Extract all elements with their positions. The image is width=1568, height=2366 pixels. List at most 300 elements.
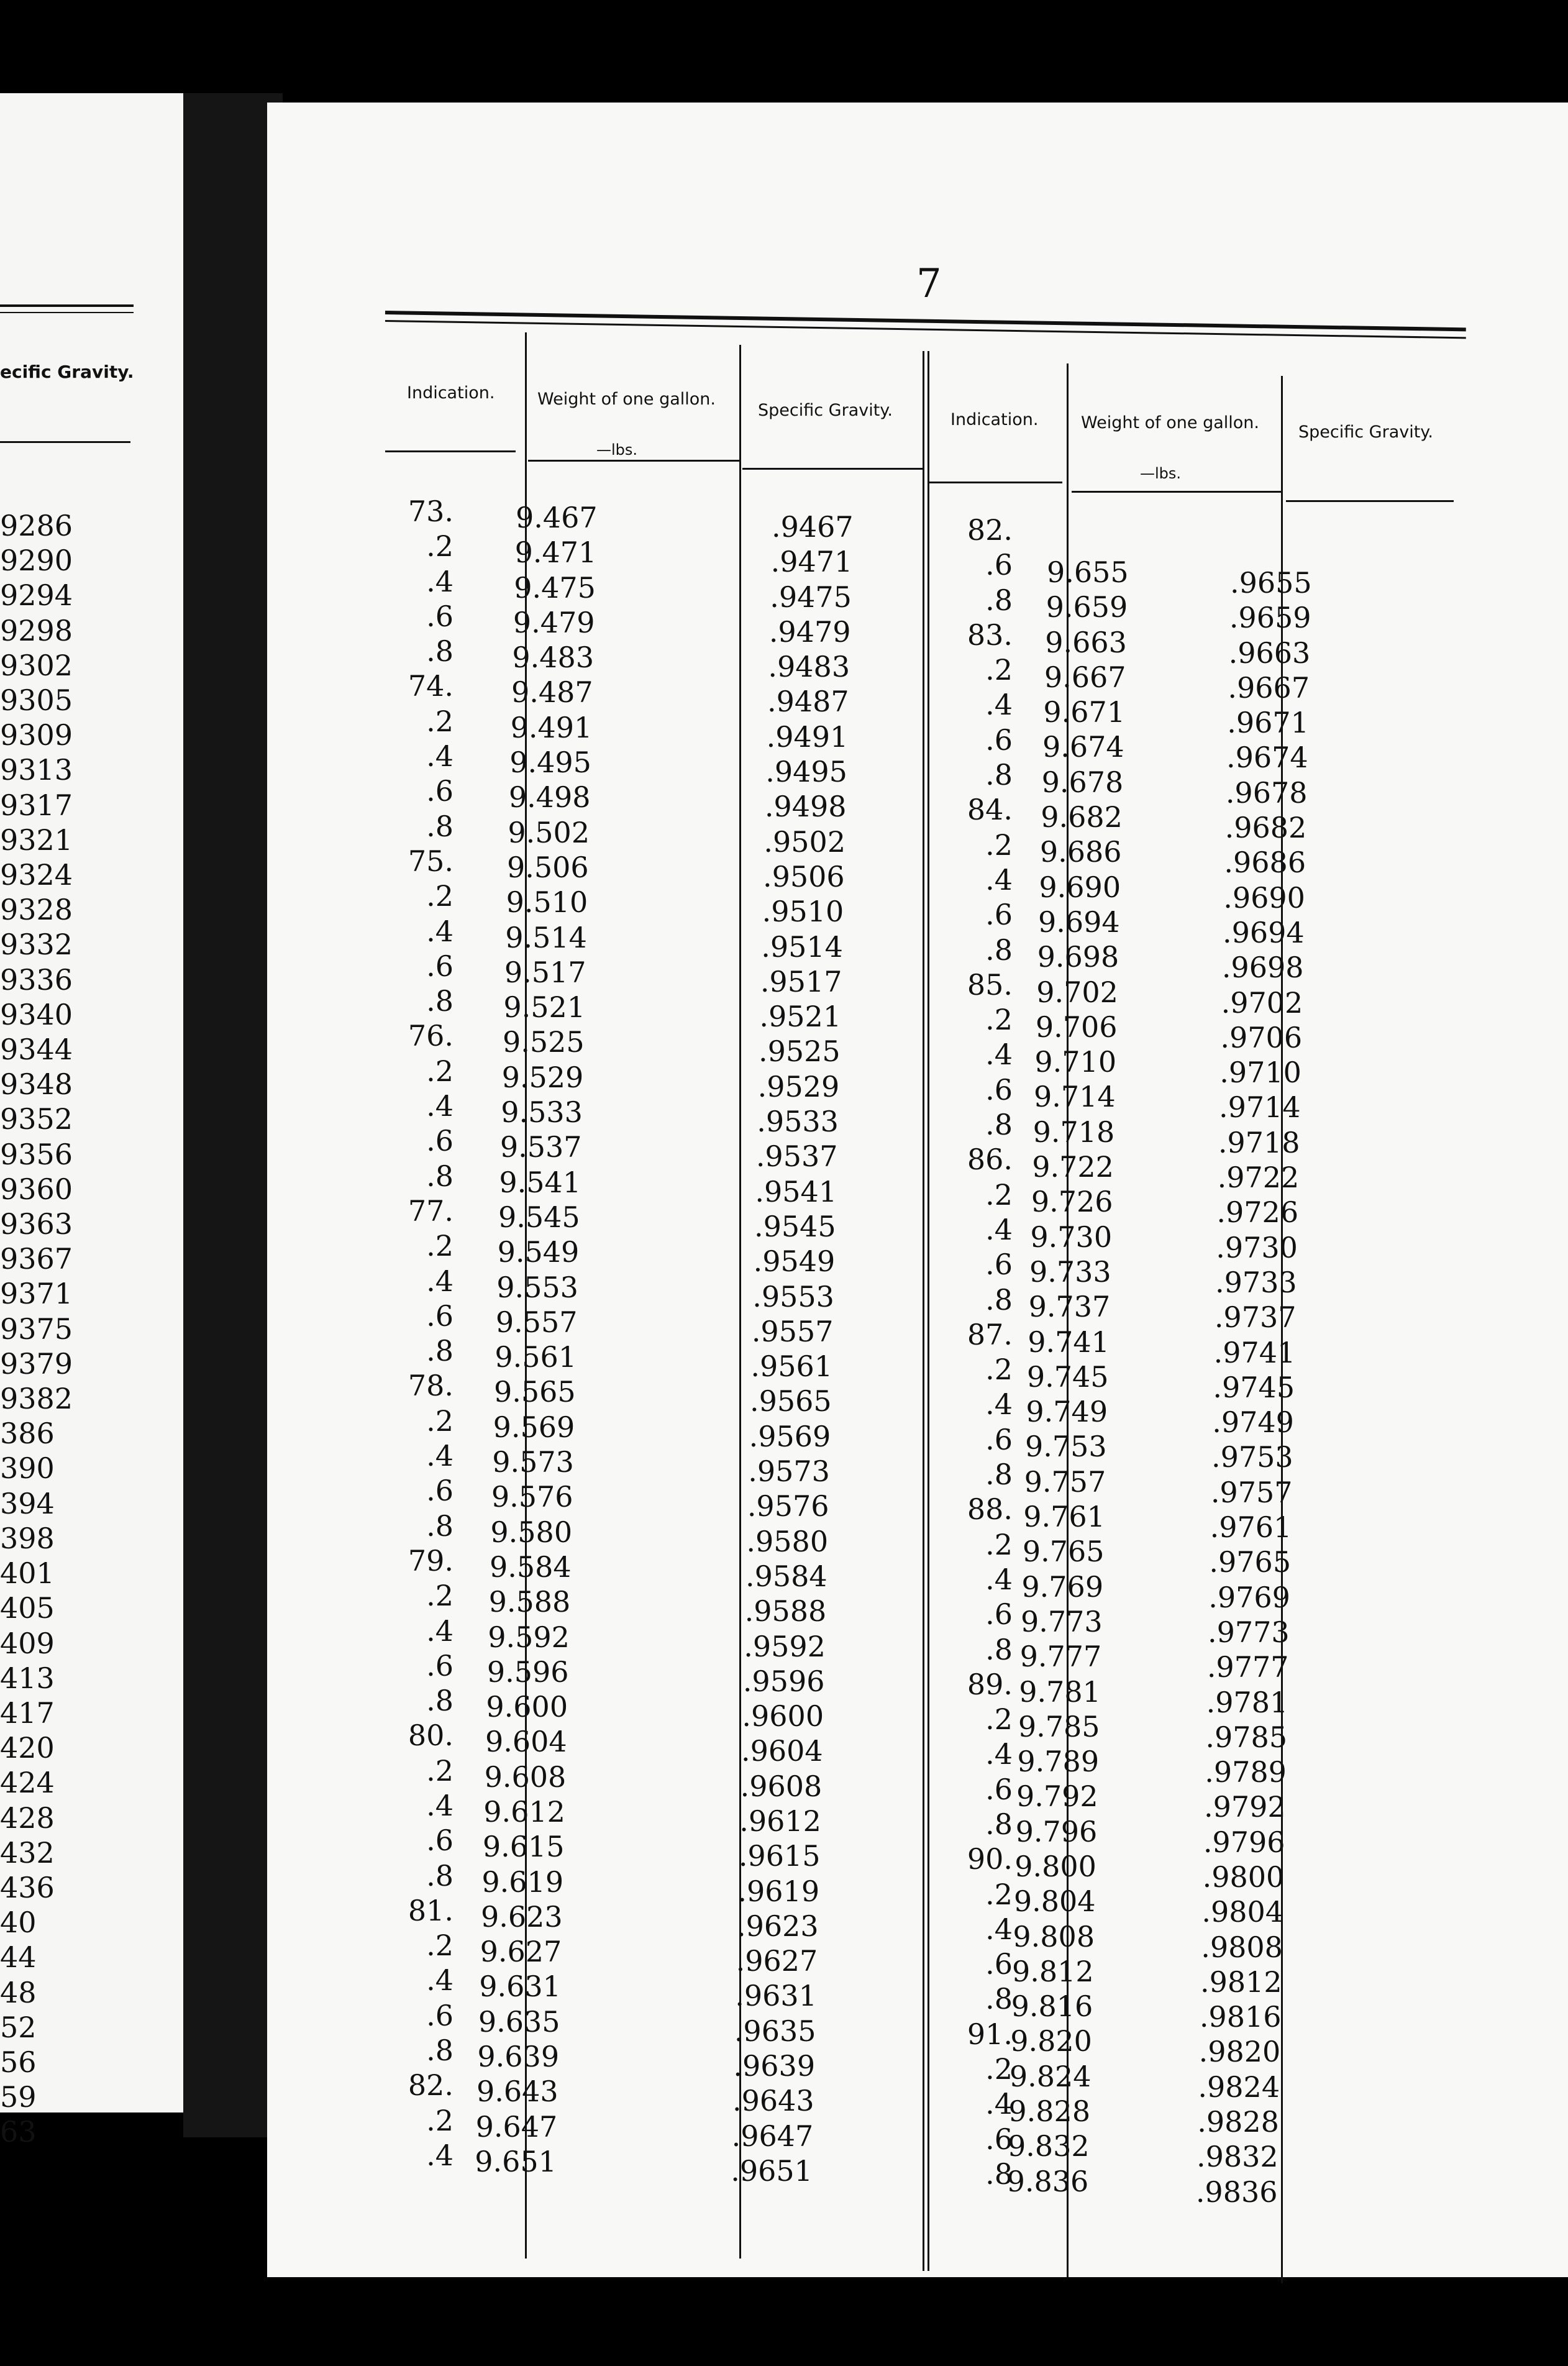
sg-value: .9529 xyxy=(757,1069,840,1103)
sg-value: .9820 xyxy=(1198,2035,1281,2069)
sg-value: 59 xyxy=(0,2080,37,2114)
sg-value: .9517 xyxy=(760,964,842,998)
sg-value: 9363 xyxy=(0,1207,73,1241)
indication-value: 81. xyxy=(408,1893,454,1927)
sg-value: .9678 xyxy=(1225,775,1308,810)
sg-value: .9733 xyxy=(1215,1265,1297,1299)
sg-value: 9328 xyxy=(0,893,73,927)
weight-value: 9.596 xyxy=(486,1655,569,1689)
indication-value: 87. xyxy=(967,1317,1013,1351)
left-sg-column xyxy=(0,508,73,2150)
right-page xyxy=(267,103,1568,2277)
sg-value: .9471 xyxy=(770,545,853,579)
weight-value: 9.785 xyxy=(1018,1709,1100,1743)
indication-value: .6 xyxy=(985,2122,1013,2156)
sg-value: .9667 xyxy=(1228,670,1310,705)
weight-value: 9.588 xyxy=(488,1585,571,1619)
indication-value: 78. xyxy=(408,1369,454,1403)
weight-value: 9.600 xyxy=(486,1690,568,1724)
sg-value: .9804 xyxy=(1201,1895,1284,1929)
sg-value: .9682 xyxy=(1224,811,1307,845)
weight-value: 9.619 xyxy=(481,1865,564,1899)
header-indication-1: Indication. xyxy=(407,383,495,403)
sg-value: .9777 xyxy=(1206,1650,1289,1684)
sg-value: 9294 xyxy=(0,578,73,613)
header-rule xyxy=(929,482,1062,483)
indication-value: .4 xyxy=(426,1788,454,1822)
sg-value: .9525 xyxy=(759,1035,841,1069)
indication-value: .8 xyxy=(985,1982,1013,2016)
sg-value: .9651 xyxy=(731,2154,813,2188)
sg-value: .9475 xyxy=(770,580,852,614)
header-rule xyxy=(1072,491,1283,493)
indication-value: .8 xyxy=(426,634,454,669)
weight-value: 9.615 xyxy=(482,1830,565,1864)
weight-value: 9.495 xyxy=(509,746,591,780)
indication-value: .2 xyxy=(426,529,454,564)
indication-value: .6 xyxy=(985,1248,1013,1282)
weight-value: 9.565 xyxy=(494,1375,576,1409)
indication-value: .2 xyxy=(985,1877,1013,1911)
indication-value: .8 xyxy=(985,2157,1013,2191)
sg-value: .9702 xyxy=(1221,985,1303,1020)
weight-value: 9.573 xyxy=(492,1445,574,1479)
indication-value: .6 xyxy=(426,1124,454,1158)
indication-value: .8 xyxy=(426,2034,454,2068)
indication-value: 75. xyxy=(408,844,454,878)
weight-value: 9.781 xyxy=(1019,1674,1101,1709)
indication-value: .6 xyxy=(985,1422,1013,1456)
sg-value: .9533 xyxy=(757,1105,839,1139)
sg-value: .9498 xyxy=(764,790,847,824)
sg-value: 386 xyxy=(0,1417,55,1451)
sg-value: 436 xyxy=(0,1870,55,1904)
sg-value: .9659 xyxy=(1229,601,1311,635)
sg-value: 44 xyxy=(0,1940,37,1975)
sg-value: .9781 xyxy=(1206,1685,1288,1719)
weight-value: 9.686 xyxy=(1039,835,1122,869)
indication-value: 76. xyxy=(408,1019,454,1053)
weight-value: 9.483 xyxy=(512,641,595,675)
sg-value: 9336 xyxy=(0,962,73,997)
indication-value: .6 xyxy=(426,1998,454,2032)
sg-value: .9541 xyxy=(755,1174,837,1208)
sg-value: .9502 xyxy=(763,824,846,859)
indication-value: .4 xyxy=(426,2138,454,2172)
weight-value: 9.722 xyxy=(1032,1150,1114,1184)
sg-value: .9510 xyxy=(762,895,844,929)
indication-value: .8 xyxy=(985,1108,1013,1142)
indication-value: .4 xyxy=(985,1387,1013,1422)
weight-value: 9.836 xyxy=(1006,2164,1089,2198)
sg-value: 9356 xyxy=(0,1137,73,1171)
weight-value: 9.584 xyxy=(490,1550,572,1584)
sg-value: .9553 xyxy=(752,1279,834,1313)
indication-value: .6 xyxy=(985,1072,1013,1107)
indication-column-1 xyxy=(379,494,454,2173)
indication-value: .2 xyxy=(985,1003,1013,1037)
weight-value: 9.592 xyxy=(488,1620,570,1654)
sg-value: .9580 xyxy=(746,1524,829,1558)
sg-value: 9360 xyxy=(0,1172,73,1206)
weight-value: 9.726 xyxy=(1031,1185,1113,1219)
sg-value: .9521 xyxy=(759,1000,842,1034)
weight-value: 9.832 xyxy=(1008,2129,1090,2163)
sg-value: 9309 xyxy=(0,718,73,752)
weight-value: 9.549 xyxy=(497,1235,580,1269)
sg-value: .9737 xyxy=(1214,1300,1297,1335)
sg-value: .9663 xyxy=(1228,636,1311,670)
sg-value: 9305 xyxy=(0,683,73,718)
header-unit-1: —lbs. xyxy=(596,441,638,459)
sg-value: 9375 xyxy=(0,1312,73,1346)
sg-value: .9718 xyxy=(1218,1125,1300,1159)
indication-value: .4 xyxy=(985,1038,1013,1072)
weight-value: 9.514 xyxy=(505,920,587,954)
sg-value: 9379 xyxy=(0,1346,73,1381)
header-sg-2: Specific Gravity. xyxy=(1298,422,1434,442)
weight-value: 9.608 xyxy=(484,1760,567,1794)
sg-value: 9382 xyxy=(0,1382,73,1416)
indication-value: .8 xyxy=(426,1159,454,1193)
weight-value: 9.533 xyxy=(501,1095,583,1130)
weight-value: 9.506 xyxy=(507,850,589,884)
sg-value: .9635 xyxy=(734,2014,816,2048)
weight-value: 9.671 xyxy=(1043,695,1126,729)
indication-value: .4 xyxy=(426,564,454,598)
indication-value: .8 xyxy=(985,1632,1013,1666)
sg-value: .9615 xyxy=(738,1839,821,1873)
indication-value: .4 xyxy=(426,739,454,774)
indication-value: .2 xyxy=(426,1753,454,1788)
indication-value: .6 xyxy=(426,774,454,808)
indication-value: .8 xyxy=(426,1858,454,1893)
indication-value: .4 xyxy=(985,1212,1013,1246)
weight-value: 9.479 xyxy=(513,605,595,639)
header-weight-2: Weight of one gallon. xyxy=(1081,413,1259,432)
sg-value: 52 xyxy=(0,2010,37,2044)
sg-value: .9619 xyxy=(737,1874,820,1908)
sg-value: 9302 xyxy=(0,648,73,682)
indication-value: .2 xyxy=(426,704,454,738)
sg-value: .9647 xyxy=(731,2119,814,2153)
sg-value: .9796 xyxy=(1203,1825,1285,1859)
indication-value: 85. xyxy=(967,967,1013,1002)
sg-value: .9671 xyxy=(1227,706,1309,740)
sg-value: .9761 xyxy=(1210,1510,1292,1545)
sg-value: 9348 xyxy=(0,1067,73,1102)
weight-value: 9.510 xyxy=(506,885,588,920)
sg-value: 390 xyxy=(0,1451,55,1486)
sg-value: .9789 xyxy=(1205,1755,1287,1789)
sg-value: .9698 xyxy=(1221,951,1304,985)
sg-value: .9765 xyxy=(1209,1545,1292,1579)
weight-value: 9.537 xyxy=(499,1130,582,1164)
indication-value: .4 xyxy=(426,1439,454,1473)
sg-value: .9627 xyxy=(736,1944,818,1978)
weight-value: 9.828 xyxy=(1008,2094,1091,2129)
sg-value: 420 xyxy=(0,1731,55,1765)
sg-value: 417 xyxy=(0,1696,55,1730)
sg-value: .9730 xyxy=(1216,1230,1298,1264)
indication-value: .4 xyxy=(985,1562,1013,1596)
sg-value: 401 xyxy=(0,1556,55,1591)
sg-value: .9749 xyxy=(1212,1405,1294,1440)
indication-value: .2 xyxy=(426,1054,454,1088)
weight-value: 9.639 xyxy=(477,2040,560,2074)
weight-value: 9.706 xyxy=(1035,1010,1118,1044)
sg-value: .9674 xyxy=(1226,741,1308,775)
indication-value: .6 xyxy=(985,723,1013,757)
weight-value: 9.796 xyxy=(1015,1814,1098,1848)
indication-value: .6 xyxy=(426,1824,454,1858)
indication-value: .4 xyxy=(426,1089,454,1123)
sg-value: .9785 xyxy=(1205,1720,1288,1754)
weight-value: 9.777 xyxy=(1019,1640,1102,1674)
weight-value: 9.761 xyxy=(1023,1500,1105,1534)
sg-column-2 xyxy=(1195,565,1312,2209)
weight-value: 9.517 xyxy=(504,955,586,989)
weight-value: 9.580 xyxy=(490,1515,573,1549)
indication-value: .4 xyxy=(985,1737,1013,1771)
sg-value: 9344 xyxy=(0,1033,73,1067)
indication-value: .2 xyxy=(985,2052,1013,2086)
sg-value: .9792 xyxy=(1204,1790,1286,1824)
sg-value: 9290 xyxy=(0,544,73,578)
sg-value: .9816 xyxy=(1199,2000,1282,2034)
header-weight-1: Weight of one gallon. xyxy=(537,390,716,409)
weight-value: 9.545 xyxy=(498,1200,580,1234)
indication-value: .2 xyxy=(426,2103,454,2137)
sg-value: .9604 xyxy=(741,1734,823,1768)
sg-value: .9836 xyxy=(1195,2175,1278,2209)
weight-value: 9.467 xyxy=(516,501,598,534)
weight-value: 9.569 xyxy=(493,1410,575,1444)
sg-value: .9573 xyxy=(748,1455,830,1489)
indication-value: .2 xyxy=(426,1229,454,1263)
header-rule xyxy=(742,468,923,470)
weight-value: 9.576 xyxy=(491,1480,573,1514)
sg-value: 63 xyxy=(0,2115,37,2149)
sg-value: .9690 xyxy=(1223,880,1305,915)
weight-value: 9.694 xyxy=(1038,905,1120,939)
sg-value: .9557 xyxy=(751,1314,834,1348)
sg-value: .9576 xyxy=(747,1489,829,1523)
indication-value: 74. xyxy=(408,669,454,703)
indication-value: .8 xyxy=(985,1807,1013,1841)
sg-value: 9321 xyxy=(0,823,73,857)
sg-value: .9565 xyxy=(750,1384,832,1418)
weight-value: 9.816 xyxy=(1011,1989,1093,2024)
header-unit-2: —lbs. xyxy=(1140,465,1182,482)
weight-value: 9.824 xyxy=(1009,2059,1092,2093)
weight-value: 9.804 xyxy=(1013,1884,1096,1919)
indication-value: .2 xyxy=(985,1527,1013,1561)
weight-value: 9.769 xyxy=(1021,1569,1104,1604)
sg-value: .9596 xyxy=(742,1664,825,1698)
weight-value: 9.749 xyxy=(1026,1395,1108,1429)
sg-value: 409 xyxy=(0,1626,55,1660)
sg-value: .9608 xyxy=(740,1769,823,1803)
weight-value: 9.471 xyxy=(514,536,597,570)
top-rule-thin xyxy=(0,312,134,313)
indication-value: 86. xyxy=(967,1143,1013,1177)
weight-value: 9.714 xyxy=(1034,1080,1116,1114)
indication-value: .4 xyxy=(426,1614,454,1648)
indication-value: .8 xyxy=(426,1334,454,1368)
sg-value: .9808 xyxy=(1201,1930,1283,1964)
weight-value: 9.647 xyxy=(475,2109,558,2144)
sg-value: .9561 xyxy=(750,1350,833,1384)
sg-value: .9773 xyxy=(1208,1615,1290,1649)
weight-value: 9.730 xyxy=(1030,1220,1113,1254)
weight-value: 9.529 xyxy=(501,1060,584,1094)
weight-value: 9.498 xyxy=(508,780,591,815)
weight-value: 9.718 xyxy=(1032,1115,1115,1149)
indication-value: 90. xyxy=(967,1842,1013,1876)
weight-value: 9.557 xyxy=(495,1305,578,1339)
weight-value: 9.710 xyxy=(1034,1045,1117,1079)
weight-value: 9.623 xyxy=(481,1899,563,1934)
indication-value: 83. xyxy=(967,618,1013,652)
header-indication-2: Indication. xyxy=(950,410,1039,429)
sg-value: 9340 xyxy=(0,997,73,1031)
sg-value: 432 xyxy=(0,1835,55,1870)
sg-value: .9592 xyxy=(744,1629,826,1663)
indication-value: .2 xyxy=(985,828,1013,862)
weight-column-2 xyxy=(1006,555,1129,2199)
sg-value: 9367 xyxy=(0,1242,73,1276)
sg-value: .9832 xyxy=(1197,2140,1279,2174)
indication-value: .8 xyxy=(426,984,454,1018)
weight-value: 9.635 xyxy=(478,2004,560,2039)
indication-value: 91. xyxy=(967,2017,1013,2051)
sg-value: .9588 xyxy=(744,1594,827,1628)
indication-value: .6 xyxy=(426,1474,454,1508)
weight-value: 9.655 xyxy=(1047,555,1129,589)
sg-value: .9800 xyxy=(1202,1860,1285,1894)
indication-column-2 xyxy=(919,513,1013,2191)
sg-value: 56 xyxy=(0,2045,37,2079)
sg-value: 9332 xyxy=(0,928,73,962)
sg-value: 40 xyxy=(0,1906,37,1940)
indication-value: .2 xyxy=(985,1702,1013,1737)
sg-value: .9569 xyxy=(749,1419,831,1453)
indication-value: .2 xyxy=(426,1404,454,1438)
indication-value: .8 xyxy=(985,1458,1013,1492)
weight-value: 9.741 xyxy=(1028,1325,1110,1359)
weight-value: 9.491 xyxy=(510,710,593,744)
sg-value: .9639 xyxy=(733,2049,816,2083)
weight-value: 9.789 xyxy=(1017,1745,1100,1779)
sg-column-1 xyxy=(731,509,854,2188)
header-rule xyxy=(1286,500,1454,502)
weight-value: 9.663 xyxy=(1045,625,1127,659)
indication-value: .2 xyxy=(426,879,454,913)
indication-value: .4 xyxy=(985,862,1013,897)
indication-value: .4 xyxy=(426,1963,454,1998)
indication-value: 77. xyxy=(408,1194,454,1228)
indication-value: .8 xyxy=(985,1282,1013,1317)
page-number: 7 xyxy=(916,261,942,307)
sg-value: 428 xyxy=(0,1801,55,1835)
indication-value: .2 xyxy=(426,1929,454,1963)
sg-value: .9467 xyxy=(772,510,854,544)
weight-value: 9.737 xyxy=(1028,1290,1111,1324)
indication-value: .6 xyxy=(985,1947,1013,1981)
indication-value: .4 xyxy=(985,688,1013,722)
sg-value: .9643 xyxy=(732,2084,814,2118)
indication-value: 82. xyxy=(967,513,1013,547)
weight-value: 9.631 xyxy=(479,1970,561,2004)
indication-value: .8 xyxy=(985,583,1013,617)
indication-value: .6 xyxy=(426,1299,454,1333)
indication-value: .6 xyxy=(426,1648,454,1683)
sg-value: .9545 xyxy=(754,1209,836,1243)
weight-value: 9.678 xyxy=(1041,765,1124,799)
sg-value: .9491 xyxy=(766,719,849,754)
weight-value: 9.643 xyxy=(476,2075,558,2109)
weight-value: 9.773 xyxy=(1021,1604,1103,1638)
sg-value: 9324 xyxy=(0,858,73,892)
sg-value: 394 xyxy=(0,1486,55,1520)
sg-value: .9655 xyxy=(1230,566,1312,600)
weight-value: 9.612 xyxy=(483,1794,565,1829)
indication-value: .4 xyxy=(426,914,454,948)
weight-value: 9.541 xyxy=(499,1165,581,1199)
sg-value: .9584 xyxy=(745,1559,827,1593)
weight-value: 9.753 xyxy=(1025,1430,1107,1464)
weight-value: 9.502 xyxy=(508,815,590,849)
sg-value: .9722 xyxy=(1217,1161,1300,1195)
sg-value: .9745 xyxy=(1213,1370,1295,1404)
indication-value: .4 xyxy=(426,1264,454,1298)
indication-value: .8 xyxy=(426,1684,454,1718)
sg-value: .9828 xyxy=(1197,2105,1279,2139)
sg-value: .9710 xyxy=(1219,1056,1301,1090)
sg-value: .9741 xyxy=(1213,1335,1296,1369)
weight-value: 9.627 xyxy=(480,1935,562,1969)
weight-value: 9.521 xyxy=(503,990,586,1025)
weight-value: 9.525 xyxy=(503,1025,585,1059)
sg-value: 405 xyxy=(0,1591,55,1625)
sg-value: 9298 xyxy=(0,613,73,647)
sg-value: .9623 xyxy=(737,1909,819,1943)
sg-value: .9600 xyxy=(742,1699,824,1733)
indication-value: .4 xyxy=(985,1912,1013,1946)
sg-value: 9286 xyxy=(0,509,73,542)
weight-value: 9.820 xyxy=(1010,2024,1092,2058)
weight-value: 9.690 xyxy=(1039,870,1121,904)
sg-value: 398 xyxy=(0,1521,55,1555)
sg-value: .9549 xyxy=(753,1245,836,1279)
weight-value: 9.651 xyxy=(475,2144,557,2178)
sg-value: .9612 xyxy=(739,1804,821,1838)
header-rule xyxy=(528,460,739,462)
weight-value: 9.745 xyxy=(1026,1359,1109,1394)
sg-value: 9317 xyxy=(0,788,73,822)
indication-value: 89. xyxy=(967,1667,1013,1701)
indication-value: .6 xyxy=(426,599,454,633)
indication-value: 80. xyxy=(408,1719,454,1753)
weight-value: 9.792 xyxy=(1016,1779,1098,1814)
weight-value: 9.674 xyxy=(1042,730,1124,764)
sg-value: .9483 xyxy=(768,650,850,684)
weight-value: 9.667 xyxy=(1044,660,1126,694)
sg-value: .9479 xyxy=(768,614,851,649)
indication-value: 79. xyxy=(408,1543,454,1578)
sg-value: 48 xyxy=(0,1975,37,2009)
